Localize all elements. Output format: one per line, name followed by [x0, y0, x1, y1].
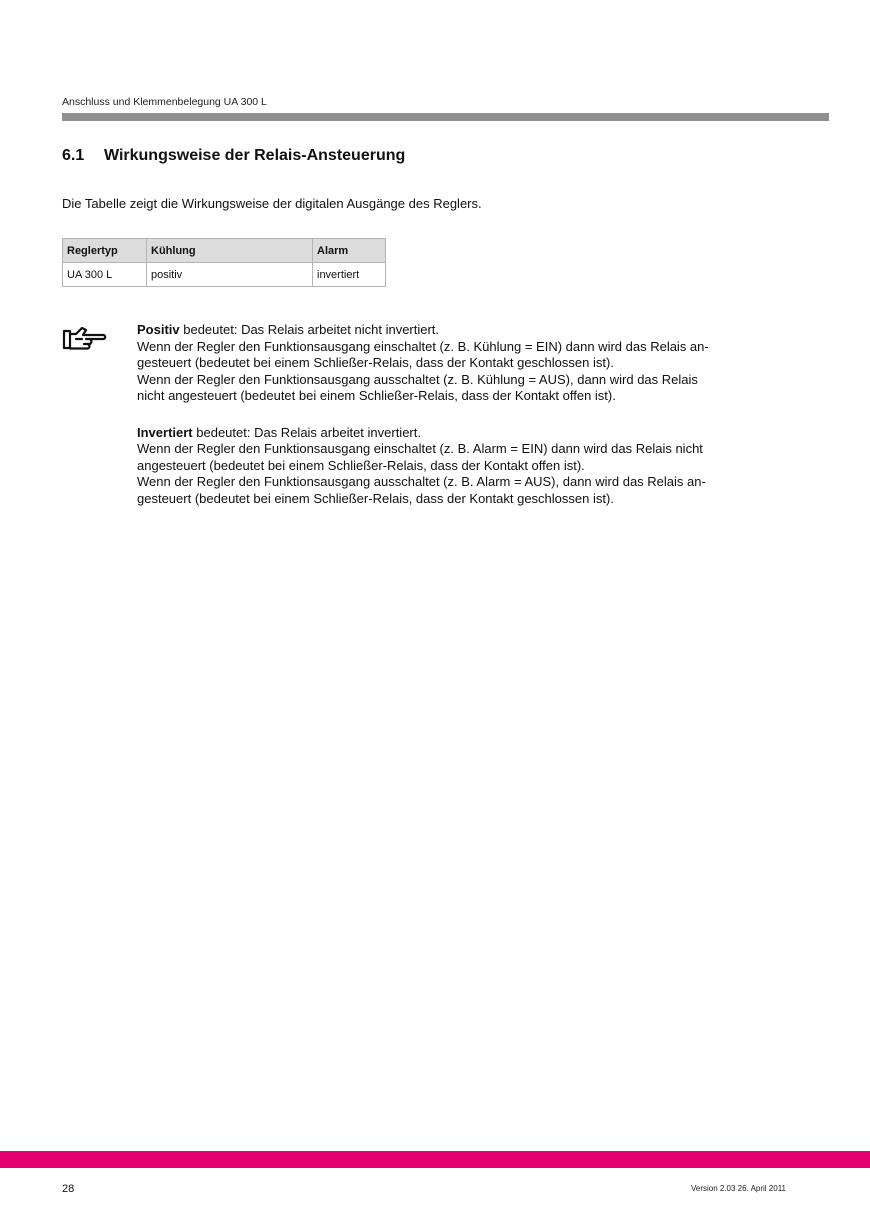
note-line: gesteuert (bedeutet bei einem Schließer-Relais, dass der Kontakt geschlossen ist).	[137, 355, 614, 370]
definition-invertiert: bedeutet: Das Relais arbeitet invertiert.	[192, 424, 421, 440]
version-info: Version 2.03 26. April 2011	[690, 1184, 786, 1193]
term-invertiert: Invertiert	[137, 424, 193, 440]
header-alarm: Alarm	[313, 239, 386, 263]
note-line: Wenn der Regler den Funktionsausgang einschaltet (z. B. Kühlung = EIN) dann wird das Relais an-	[137, 338, 709, 354]
section-number: 6.1	[62, 147, 85, 164]
running-header: Anschluss und Klemmenbelegung UA 300 L	[62, 96, 267, 108]
notes-block	[137, 322, 797, 507]
header-divider	[62, 113, 829, 121]
cell-reglertyp: UA 300 L	[63, 263, 147, 287]
note-positiv-heading	[137, 322, 797, 339]
table-row	[63, 263, 386, 287]
note-line: nicht angesteuert (bedeutet bei einem Schließer-Relais, dass der Kontakt offen ist).	[137, 388, 616, 403]
note-line: Wenn der Regler den Funktionsausgang einschaltet (z. B. Alarm = EIN) dann wird das Relais nicht	[137, 441, 703, 456]
cell-kuehlung: positiv	[147, 263, 313, 287]
cell-alarm: invertiert	[313, 263, 386, 287]
header-kuehlung: Kühlung	[147, 239, 313, 263]
note-line: Wenn der Regler den Funktionsausgang ausschaltet (z. B. Kühlung = AUS), dann wird das Relais	[137, 371, 698, 387]
section-title-text: Wirkungsweise der Relais-Ansteuerung	[104, 147, 406, 164]
note-line: Wenn der Regler den Funktionsausgang ausschaltet (z. B. Alarm = AUS), dann wird das Relais an-	[137, 474, 706, 489]
relay-table	[62, 238, 386, 287]
note-invertiert-heading	[137, 425, 797, 442]
note-line: gesteuert (bedeutet bei einem Schließer-Relais, dass der Kontakt geschlossen ist).	[137, 490, 614, 506]
table-header-row	[63, 239, 386, 263]
pointing-hand-icon	[62, 325, 108, 351]
page-number: 28	[62, 1183, 75, 1195]
note-line: angesteuert (bedeutet bei einem Schließer-Relais, dass der Kontakt offen ist).	[137, 457, 585, 473]
header-reglertyp: Reglertyp	[63, 239, 147, 263]
definition-positiv: bedeutet: Das Relais arbeitet nicht invertiert.	[179, 322, 440, 337]
footer-bar	[0, 1151, 870, 1168]
section-title	[62, 147, 405, 165]
term-positiv: Positiv	[137, 322, 180, 337]
intro-paragraph: Die Tabelle zeigt die Wirkungsweise der digitalen Ausgänge des Reglers.	[62, 196, 482, 211]
